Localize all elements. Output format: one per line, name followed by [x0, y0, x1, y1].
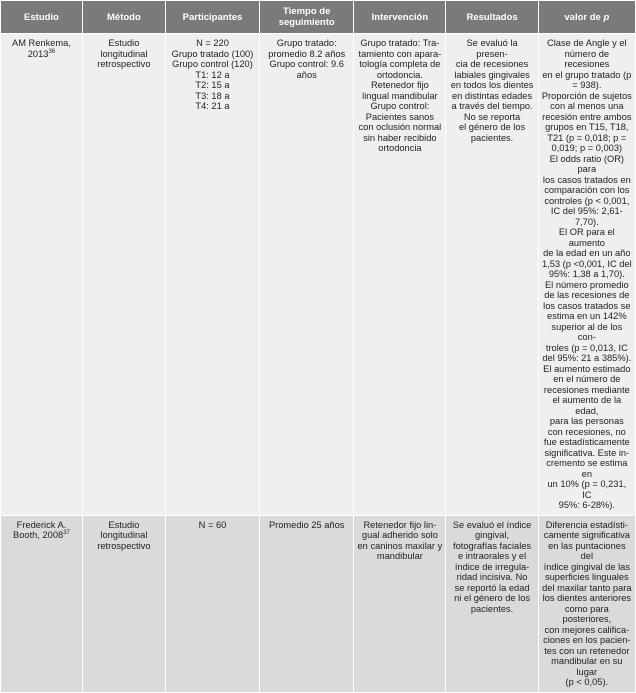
- header-intervencion: Intervención: [354, 1, 446, 34]
- header-estudio: Estudio: [1, 1, 83, 34]
- header-valor-p: [538, 1, 635, 34]
- header-metodo: Método: [82, 1, 165, 34]
- study-ref: 36: [48, 48, 56, 55]
- cell-estudio: [1, 34, 83, 516]
- cell-participantes: N = 220 Grupo tratado (100) Grupo control (120) T1: 12 a T2: 15 a T3: 18 a T4: 21 a: [165, 34, 259, 516]
- header-valor-prefix: valor de: [564, 11, 601, 23]
- cell-valor-p: Clase de Angle y el número de recesiones en el grupo tratado (p = 938). Proporción de sujetos con al menos una recesión entre ambos grupos en T15, T18, T21 (p = 0,018; p = 0,019; p = 0,003) El odds ratio (OR) para los casos tratados en comparación con los controles (p < 0,001, IC del 95%: 2,61- 7,70). El OR para el aumento de la edad en un año 1,53 (p <0,001, IC del 95%: 1,38 a 1,70). El número promedio de las recesiones de los casos tratados se estima en un 142% superior al de los con- troles (p = 0,013, IC del 95%: 21 a 385%). El aumento estimado en el número de recesiones mediante el aumento de la edad, para las personas con recesiones, no fue estadísticamente significativa. Este in- cremento se estima en un 10% (p = 0,231, IC 95%: 6-28%).: [538, 34, 635, 516]
- header-row: [1, 1, 636, 34]
- cell-tiempo: Grupo tratado: promedio 8.2 años Grupo control: 9.6 años: [260, 34, 354, 516]
- cell-tiempo: Promedio 25 años: [260, 515, 354, 692]
- table-row: [1, 34, 636, 516]
- study-ref: 37: [63, 529, 70, 536]
- cell-intervencion: Retenedor fijo lin- gual adherido solo en caninos maxilar y mandibular: [354, 515, 446, 692]
- cell-participantes: N = 60: [165, 515, 259, 692]
- cell-resultados: Se evaluó la presen- cia de recesiones labiales gingivales en todos los dientes en distintas edades a través del tiempo. No se reporta el género de los pacientes.: [446, 34, 538, 516]
- cell-valor-p: Diferencia estadísti- camente significativa en las puntaciones del índice gingival de las superficies linguales del maxilar tanto para los dientes anteriores como para posteriores, con mejores califica- ciones en los pacien- tes con un retenedor mandibular en su lugar (p < 0,05).: [538, 515, 635, 692]
- header-tiempo: Tiempo de seguimiento: [260, 1, 354, 34]
- study-name: AM Renkema, 2013: [12, 38, 71, 59]
- cell-intervencion: Grupo tratado: Tra- tamiento con apara- tología completa de ortodoncia. Retenedor fijo lingual mandibular Grupo control: Pacientes sanos con oclusión normal sin haber recibido ortodoncia: [354, 34, 446, 516]
- header-valor-p-letter: p: [603, 11, 610, 23]
- header-participantes: Participantes: [165, 1, 259, 34]
- header-resultados: Resultados: [446, 1, 538, 34]
- study-name: Frederick A. Booth, 2008: [13, 519, 67, 540]
- cell-metodo: Estudio longitudinal retrospectivo: [82, 34, 165, 516]
- cell-resultados: Se evaluó el índice gingival, fotografías faciales e intraorales y el índice de irregula- ridad incisiva. No se reportó la edad ni el género de los pacientes.: [446, 515, 538, 692]
- cell-estudio: [1, 515, 83, 692]
- cell-metodo: Estudio longitudinal retrospectivo: [82, 515, 165, 692]
- table-row: [1, 515, 636, 692]
